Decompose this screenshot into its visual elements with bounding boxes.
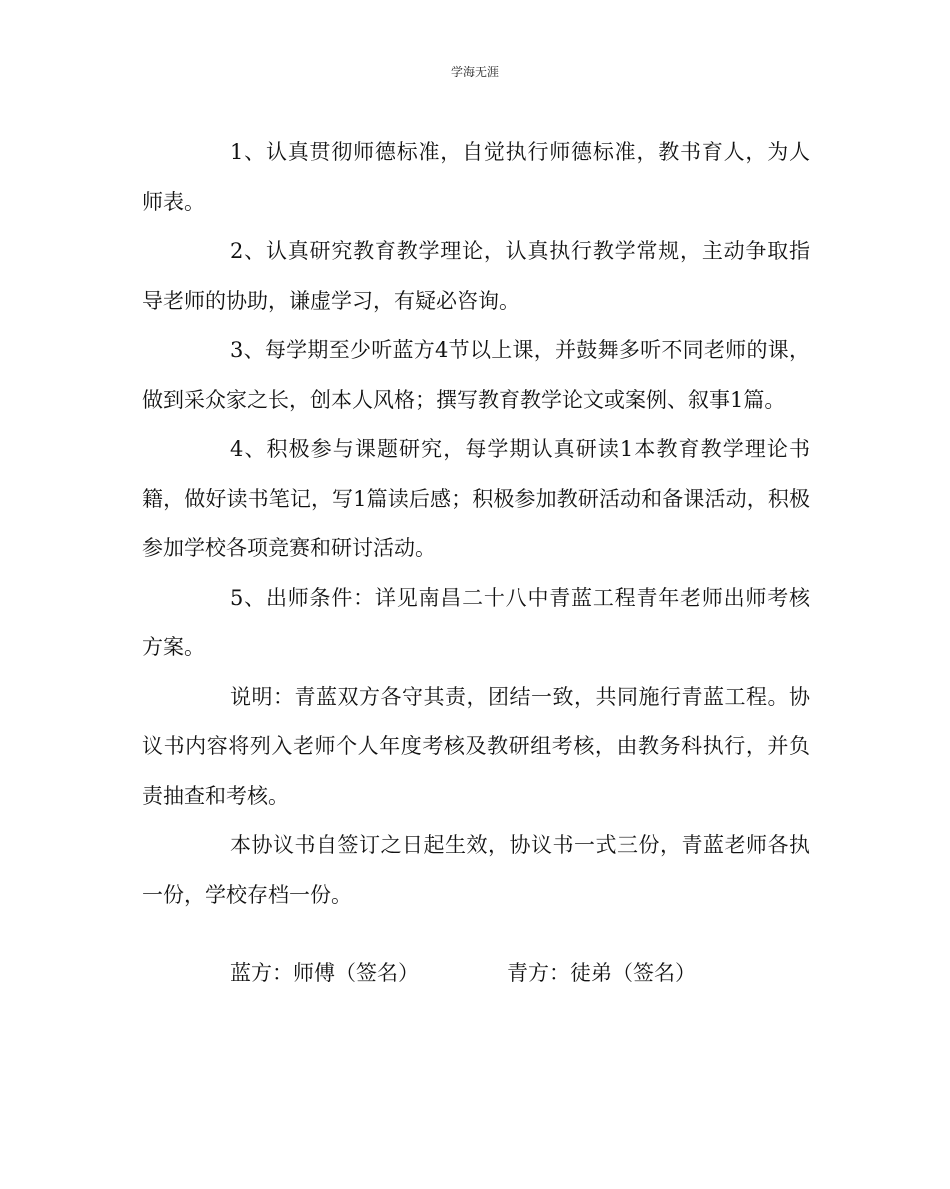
effective-paragraph: 本协议书自签订之日起生效，协议书一式三份，青蓝老师各执一份，学校存档一份。 [142,833,810,907]
page-header: 学海无涯 [450,65,499,79]
clause-1: 1、认真贯彻师德标准，自觉执行师德标准，教书育人，为人师表。 [142,140,810,214]
apprentice-signature-label: 青方：徒弟（签名） [507,961,696,985]
clause-5: 5、出师条件：详见南昌二十八中青蓝工程青年老师出师考核方案。 [142,585,810,659]
clause-3: 3、每学期至少听蓝方4节以上课，并鼓舞多听不同老师的课，做到采众家之长，创本人风格；撰写教育教学论文或案例、叙事1篇。 [142,338,810,412]
mentor-signature-label: 蓝方：师傅（签名） [230,961,419,985]
agreement-body [142,128,810,920]
clause-4: 4、积极参与课题研究，每学期认真研读1本教育教学理论书籍，做好读书笔记，写1篇读后感；积极参加教研活动和备课活动，积极参加学校各项竞赛和研讨活动。 [142,437,810,560]
signature-line [230,958,696,988]
note-paragraph: 说明：青蓝双方各守其责，团结一致，共同施行青蓝工程。协议书内容将列入老师个人年度考核及教研组考核，由教务科执行，并负责抽查和考核。 [142,684,810,808]
clause-2: 2、认真研究教育教学理论，认真执行教学常规，主动争取指导老师的协助，谦虚学习，有疑必咨询。 [142,239,810,313]
